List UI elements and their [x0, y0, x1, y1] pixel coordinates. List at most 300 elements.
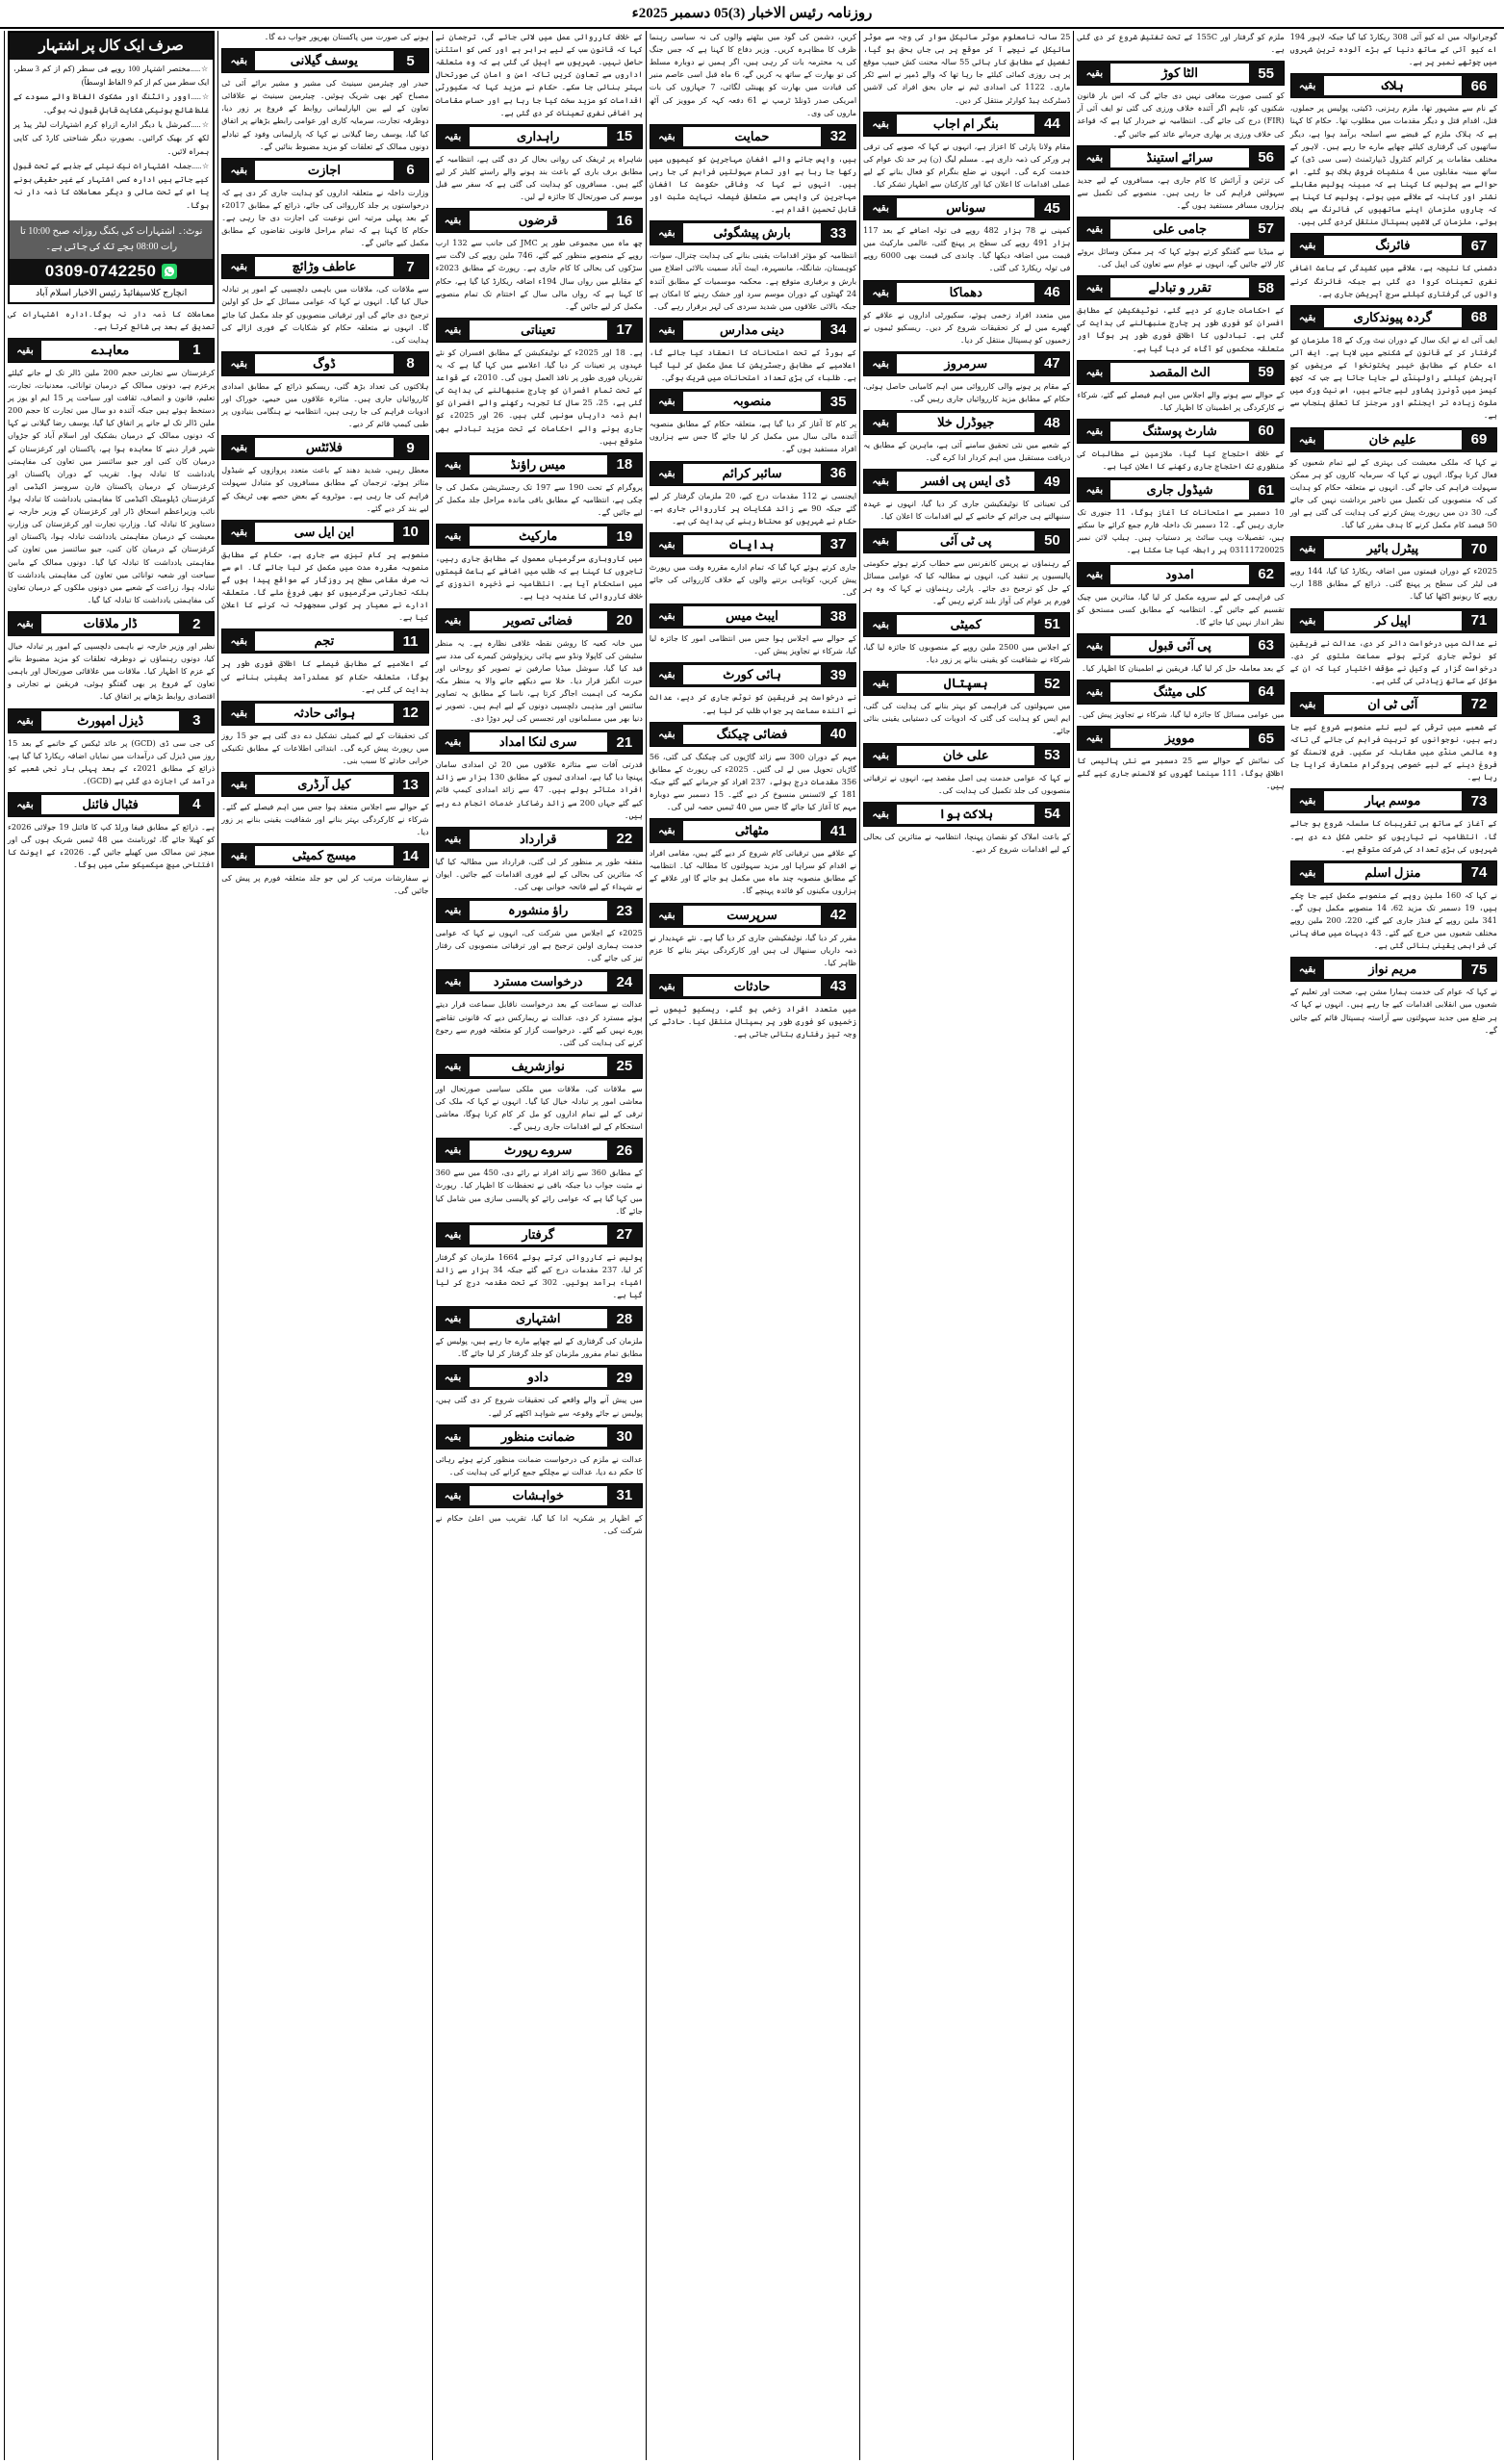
article-paragraph: ملزمان کی گرفتاری کے لیے چھاپے مارے جا رہے ہیں، پولیس کے مطابق تمام مفرور ملزمان کو جلد گرفتار کر لیا جائے گا۔: [435, 1336, 643, 1359]
headline-title: دھماکا: [897, 283, 1034, 302]
article-paragraph: کی تعیناتی کا نوٹیفکیشن جاری کر دیا گیا، انہوں نے عہدہ سنبھالتے ہی جرائم کے خاتمے کے لیے اقدامات کا اعلان کیا۔: [863, 499, 1071, 522]
headline-bar[interactable]: [436, 1483, 643, 1508]
article-paragraph: کے حوالے سے اجلاس منعقد ہوا جس میں اہم فیصلے کیے گئے۔ شرکاء نے کارکردگی بہتر بنانے اور شفافیت یقینی بنانے پر زور دیا۔: [221, 802, 429, 837]
headline-bar[interactable]: [221, 520, 428, 545]
headline-number: 38: [821, 604, 855, 628]
headline-bar[interactable]: [221, 843, 428, 868]
headline-title: جامی علی: [1110, 219, 1248, 239]
continued-label: بقیہ: [437, 209, 470, 232]
headline-number: 64: [1249, 680, 1284, 704]
continued-label: بقیہ: [650, 462, 683, 485]
continued-label: بقیہ: [437, 1055, 470, 1078]
article-paragraph: جاری کرتے ہوئے کہا گیا کہ تمام ادارے مقررہ وقت میں رپورٹ پیش کریں، کوتاہی برتنے والوں کے خلاف کارروائی کی جائے گی۔: [649, 561, 857, 598]
headline-title: شارٹ پوسٹنگ: [1110, 422, 1248, 441]
column-1: [4, 31, 217, 2460]
headline-number: 6: [394, 159, 428, 182]
headline-bar[interactable]: [1290, 788, 1497, 813]
headline-title: سروے رپورٹ: [470, 1141, 607, 1160]
headline-bar[interactable]: [863, 351, 1070, 376]
headline-bar[interactable]: [650, 318, 856, 343]
headline-bar[interactable]: [8, 338, 215, 363]
continued-label: بقیہ: [1291, 861, 1324, 885]
headline-title: دینی مدارس: [683, 321, 821, 340]
continued-label: بقیہ: [864, 470, 897, 493]
column-3: [432, 31, 646, 2460]
advert-line: ☆.....جملہ اشتہارات نیک نیتی کے جذبے کے تحت قبول کیے جاتے ہیں ادارہ کسی اشتہار کے غیر حقیقی ہونے یا اس کے تحت مالی و دیگر معاملات کا ذمہ دار نہ ہوگا۔: [13, 162, 210, 211]
headline-number: 11: [394, 629, 428, 653]
headline-bar[interactable]: [436, 608, 643, 633]
continued-label: بقیہ: [9, 339, 41, 362]
column-7: [1287, 31, 1500, 2460]
headline-title: مٹھاٹی: [683, 821, 821, 840]
article-paragraph: کرغزستان سے تجارتی حجم 200 ملین ڈالر تک لے جانے کیلئے پرعزم ہے، دونوں ممالک کے درمیان توانائی، معدنیات، تجارت، تعلیم، قانون و انصاف، ثقافت اور سیاحت پر 15 ایم او یوز پر دستخط ہوئے ہیں جبکہ آئندہ دو سال میں تجارت کا حجم 200 ملین ڈالر تک لے جانے پر اتفاق کیا گیا، یوسف رضا گیلانی نے کہا کہ دونوں ممالک کے درمیان بشکیک اور اسلام آباد کو جڑواں شہر قرار دینے کا معاہدہ ہوا ہے، پاکستان اور کرغزستان کے درمیان کان کنی اور جیو سائنسز میں تعاون کی مفاہمتی یادداشت کا تبادلہ ہوا۔ تقریب کے دوران پاکستان اور کرغزستان کے درمیان پاکستان فارن سروسز اکیڈمی اور کرغزستان ڈپلومیٹک اکیڈمی کا مفاہمتی یادداشت کا تبادلہ ہوا، نائب وزیراعظم اسحاق ڈار اور کرغزستان کے وزیر خارجہ نے دستاویز کا تبادلہ کیا۔ وزارتِ تجارت اور کرغزستان کی وزارتِ معیشت کے درمیان مفاہمتی یادداشت تبادلہ ہوا، پاکستان اور کرغزستان کے درمیان کان کنی، جیو سائنسز میں تعاون کی مفاہمتی یادداشت کا تبادلہ کیا گیا۔ دونوں ممالک کے مابین سیاحت اور شعبہ توانائی میں تعاون کی مفاہمتی یادداشت کا تبادلہ ہوا، زراعت کے شعبے میں دونوں ملکوں کے درمیان تعاون کی مفاہمتی یادداشت کا تبادلہ کیا گیا۔: [8, 367, 216, 604]
headline-bar[interactable]: [436, 124, 643, 149]
headline-bar[interactable]: [863, 802, 1070, 827]
headline-number: 8: [394, 352, 428, 375]
continued-label: بقیہ: [222, 629, 255, 653]
headline-number: 14: [394, 844, 428, 867]
article-paragraph: نے میڈیا سے گفتگو کرتے ہوئے کہا کہ ہر ممکن وسائل بروئے کار لائے جائیں گے، انہوں نے عوام سے تعاون کی اپیل کی۔: [1077, 245, 1285, 270]
article-paragraph: کے اجلاس میں 2500 ملین روپے کے منصوبوں کا جائزہ لیا گیا، شرکاء نے شفافیت کو یقینی بنانے پر زور دیا۔: [863, 641, 1071, 665]
article-paragraph: کمپنی نے 78 ہزار 482 روپے فی تولہ اضافے کے بعد 117 ہزار 491 روپے کی سطح پر پہنچ گئی، عالمی مارکیٹ میں قیمت میں اضافہ دیکھا گیا۔ چاندی کی قیمت بھی 6000 روپے فی تولہ ریکارڈ کی گئی۔: [863, 225, 1071, 273]
headline-title: پی ٹی آئی: [897, 531, 1034, 551]
article-paragraph: پروگرام کے تحت 190 سے 197 تک رجسٹریشن مکمل کی جا چکی ہے، انتظامیہ کے مطابق باقی ماندہ مراحل جلد مکمل کر لیے جائیں گے۔: [435, 481, 643, 517]
headline-title: منزل اسلم: [1324, 863, 1462, 883]
continued-label: بقیہ: [1078, 563, 1110, 586]
headline-title: گردہ پیوندکاری: [1324, 308, 1462, 327]
headline-title: اپیل کر: [1324, 611, 1462, 630]
advert-heading: صرف ایک کال پر اشتہار: [10, 33, 213, 60]
headline-title: عاطف وڑائچ: [255, 257, 393, 276]
headline-number: 1: [179, 339, 214, 362]
headline-bar[interactable]: [650, 903, 856, 928]
column-5: [859, 31, 1073, 2460]
headline-title: قرضوں: [470, 211, 607, 230]
headline-bar[interactable]: [221, 48, 428, 73]
headline-number: 73: [1462, 789, 1496, 812]
headline-title: یوسف گیلانی: [255, 51, 393, 70]
continued-label: بقیہ: [1291, 609, 1324, 632]
headline-bar[interactable]: [221, 701, 428, 726]
headline-bar[interactable]: [1290, 692, 1497, 717]
article-paragraph: کی تزئین و آرائش کا کام جاری ہے، مسافروں کے لیے جدید سہولتیں فراہم کی جا رہی ہیں۔ منصوبے کی تکمیل سے ہزاروں مسافر مستفید ہوں گے۔: [1077, 174, 1285, 210]
column-5-items: [863, 31, 1070, 856]
headline-bar[interactable]: [1077, 275, 1284, 300]
article-paragraph: حیدر اور چیئرمین سینیٹ کی مشیر و مشیر برائے آئی ٹی مصباح کھر بھی شریک ہوئیں۔ چیئرمین سینیٹ نے علاقائی تعاون کے لیے بین الپارلیمانی روابط کے فروغ پر زور دیا، دوطرفہ تجارت، سرمایہ کاری اور عوامی رابطے بڑھانے پر اتفاق کیا گیا، یوسف رضا گیلانی نے کہا کہ پارلیمانی وفود کے تبادلے دونوں ممالک کے تعلقات کو مزید مضبوط بنائیں گے۔: [221, 78, 429, 151]
headline-bar[interactable]: [1290, 608, 1497, 633]
headline-number: 15: [607, 125, 642, 148]
headline-number: 25: [607, 1055, 642, 1078]
headline-number: 23: [607, 899, 642, 922]
continued-label: بقیہ: [437, 828, 470, 851]
continued-label: بقیہ: [864, 672, 897, 695]
headline-bar[interactable]: [436, 827, 643, 852]
continued-label: بقیہ: [1078, 634, 1110, 657]
headline-bar[interactable]: [221, 158, 428, 183]
article-paragraph: گوجرانوالہ میں اے کیو آئی 308 ریکارڈ کیا گیا جبکہ لاہور 194 اے کیو آئی کے ساتھ دنیا کے بڑے آلودہ ترین شہروں میں چوتھے نمبر پر ہے۔: [1289, 32, 1497, 67]
headline-title: این ایل سی: [255, 523, 393, 542]
continued-label: بقیہ: [1291, 958, 1324, 981]
headline-bar[interactable]: [650, 389, 856, 414]
continued-label: بقیہ: [864, 113, 897, 136]
headline-title: سرمروز: [897, 354, 1034, 373]
article-paragraph: کے حوالے سے ہونے والے اجلاس میں اہم فیصلے کیے گئے، شرکاء نے کارکردگی پر اطمینان کا اظہار کیا۔: [1077, 389, 1285, 412]
article-paragraph: کے حوالے سے اجلاس ہوا جس میں انتظامی امور کا جائزہ لیا گیا، شرکاء نے تجاویز پیش کیں۔: [649, 633, 857, 656]
headline-bar[interactable]: [1077, 217, 1284, 242]
headline-title: بارش پیشگوئی: [683, 223, 821, 243]
continued-label: بقیہ: [437, 1366, 470, 1389]
headline-bar[interactable]: [436, 1138, 643, 1163]
article-paragraph: مقرر کر دیا گیا، نوٹیفکیشن جاری کر دیا گیا ہے۔ نئے عہدیدار نے ذمہ داریاں سنبھال لی ہیں اور کارکردگی بہتر بنانے کا عزم ظاہر کیا۔: [649, 932, 857, 967]
headline-number: 69: [1462, 428, 1496, 451]
continued-label: بقیہ: [864, 529, 897, 552]
article-paragraph: کے مطابق 360 سے زائد افراد نے رائے دی، 450 میں سے 360 نے مثبت جواب دیا جبکہ باقی نے تحفظات کا اظہار کیا۔ رپورٹ میں کہا گیا ہے کہ عوامی رائے کو پالیسی سازی میں شامل کیا جائے گا۔: [435, 1168, 643, 1216]
headline-title: الٹا کوڑ: [1110, 64, 1248, 83]
continued-label: بقیہ: [9, 612, 41, 635]
continued-label: بقیہ: [864, 281, 897, 304]
headline-number: 59: [1249, 361, 1284, 384]
headline-title: کیل آرڈری: [255, 775, 393, 794]
headline-title: ڈار ملاقات: [41, 614, 179, 633]
continued-label: بقیہ: [437, 1425, 470, 1449]
headline-title: ضمانت منظور: [470, 1427, 607, 1447]
article-paragraph: نے کہا کہ ملکی معیشت کی بہتری کے لیے تمام شعبوں کو فعال کرنا ہوگا، انہوں نے کہا کہ سرمایہ کاروں کو ہر ممکن سہولت فراہم کی جائے گی۔ انہوں نے متعلقہ حکام کو ہدایت کی کہ منصوبوں کی تکمیل میں تاخیر برداشت نہیں کی جائے گی، 30 دن میں رپورٹ پیش کرنے کی ہدایت کی گئی ہے اور 50 فیصد کام مکمل کرنے کا ہدف مقرر کیا گیا۔: [1289, 456, 1497, 530]
headline-bar[interactable]: [863, 612, 1070, 637]
article-paragraph: دشمنی کا نتیجہ ہے، علاقے میں کشیدگی کے باعث اضافی نفری تعینات کروا دی گئی ہے جبکہ فائرنگ کرنے والوں کی گرفتاری کیلئے سرچ آپریشن جاری ہے۔: [1289, 263, 1497, 298]
continued-label: بقیہ: [650, 604, 683, 628]
headline-title: نوازشریف: [470, 1057, 607, 1076]
headline-title: ہسپتال: [897, 674, 1034, 693]
continued-label: بقیہ: [650, 533, 683, 556]
advert-footer: انچارج کلاسیفائیڈ رئیس الاخبار اسلام آباد: [10, 284, 213, 302]
article-paragraph: پولیس نے کارروائی کرتے ہوئے 1664 ملزمان کو گرفتار کر لیا، 237 مقدمات درج کیے گئے جبکہ 34 ہزار سے زائد اشیاء برآمد ہوئیں۔ 302 کے تحت مقدمہ درج کر لیا گیا ہے۔: [435, 1251, 643, 1300]
column-4-items: [650, 31, 856, 1040]
headline-number: 65: [1249, 727, 1284, 750]
continued-label: بقیہ: [437, 1307, 470, 1330]
article-paragraph: ہے۔ ذرائع کے مطابق فیفا ورلڈ کپ کا فائنل 19 جولائی 2026ء کو کھیلا جائے گا، ٹورنامنٹ میں 48 ٹیمیں شریک ہوں گی اور میچز تین ممالک میں کھیلے جائیں گے۔ 2026ء کے ایونٹ کا افتتاحی میچ میکسیکو سٹی میں ہوگا۔: [8, 821, 216, 870]
headline-number: 12: [394, 702, 428, 725]
headline-number: 42: [821, 904, 855, 927]
headline-number: 39: [821, 663, 855, 686]
headline-number: 34: [821, 319, 855, 342]
continued-label: بقیہ: [222, 352, 255, 375]
headline-title: ایبٹ میس: [683, 606, 821, 626]
continued-label: بقیہ: [437, 1484, 470, 1507]
headline-title: ہلاکت ہوا: [897, 805, 1034, 824]
headline-title: علی خان: [897, 746, 1034, 765]
headline-number: 51: [1034, 613, 1069, 636]
headline-title: جیوڈرل خلا: [897, 413, 1034, 432]
continued-label: بقیہ: [222, 49, 255, 72]
continued-label: بقیہ: [864, 196, 897, 219]
article-paragraph: کے باعث املاک کو نقصان پہنچا، انتظامیہ نے متاثرین کی بحالی کے لیے اقدامات شروع کر دیے۔: [863, 831, 1071, 854]
headline-bar[interactable]: [863, 280, 1070, 305]
advert-line: ☆.....کمرشل یا دیگر ادارے ازراہِ کرم اشتہارات لیٹر پیڈ پر لکھ کر بھیک کرائیں۔ بصورتِ دیگر شناختی کارڈ کی کاپی ہمراہ لائیں۔: [13, 120, 210, 156]
headline-bar[interactable]: [863, 195, 1070, 220]
headline-bar[interactable]: [650, 818, 856, 843]
headline-bar[interactable]: [650, 974, 856, 999]
headline-title: منصوبہ: [683, 392, 821, 411]
headline-title: دادو: [470, 1368, 607, 1387]
headline-title: راؤ منشورہ: [470, 901, 607, 920]
continued-label: بقیہ: [1291, 306, 1324, 329]
article-paragraph: کے بعد معاملہ حل کر لیا گیا، فریقین نے اطمینان کا اظہار کیا۔: [1081, 662, 1285, 673]
headline-bar[interactable]: [436, 208, 643, 233]
headline-number: 7: [394, 255, 428, 278]
article-paragraph: کے آغاز کے ساتھ ہی تقریبات کا سلسلہ شروع ہو جائے گا، انتظامیہ نے تیاریوں کو حتمی شکل دے دی ہے۔ شہریوں کی بڑی تعداد کی شرکت متوقع ہے۔: [1289, 818, 1497, 854]
headline-number: 9: [394, 436, 428, 459]
headline-bar[interactable]: [8, 611, 215, 636]
headline-bar[interactable]: [436, 452, 643, 477]
continued-label: بقیہ: [437, 1223, 470, 1246]
headline-title: شیڈول جاری: [1110, 480, 1248, 500]
headline-number: 70: [1462, 537, 1496, 560]
headline-bar[interactable]: [436, 1306, 643, 1331]
headline-bar[interactable]: [863, 743, 1070, 768]
headline-bar[interactable]: [650, 220, 856, 245]
article-paragraph: معطل رہیں، شدید دھند کے باعث متعدد پروازوں کے شیڈول متاثر ہوئے، ترجمان کے مطابق مسافروں کو متبادل سہولت فراہم کی جا رہی ہے۔ موٹروے کے بعض حصے بھی ٹریفک کے لیے بند کر دیے گئے۔: [221, 465, 429, 513]
headline-bar[interactable]: [650, 603, 856, 629]
headline-bar[interactable]: [863, 112, 1070, 137]
column-6-items: [1077, 31, 1284, 792]
headline-number: 71: [1462, 609, 1496, 632]
article-paragraph: میں خانہ کعبہ کا روشن نقطہ غلافی نظارہ ہے۔ یہ منظر سٹیشن کی کاپولا ونڈو سے ہائی ریزولوشن کیمرے کی مدد سے قید کیا گیا، سوشل میڈیا صارفین نے تصویر کو روحانی اور حیرت انگیز قرار دیا۔ خلا سے دیکھے جانے والا یہ منظر مکہ مکرمہ کی اہمیت اجاگر کرتا ہے، ناسا کے مطابق یہ تصاویر سائنس اور مذہبی دلچسپی دونوں کے لیے اہم ہیں۔ تصویر نے دنیا بھر میں مسلمانوں اور تجسس کی لہر دوڑا دی۔: [435, 637, 643, 724]
headline-number: 5: [394, 49, 428, 72]
headline-title: موسم بہار: [1324, 791, 1462, 810]
headline-number: 57: [1249, 218, 1284, 241]
article-paragraph: عدالت نے ملزم کی درخواست ضمانت منظور کرتے ہوئے رہائی کا حکم دے دیا، عدالت نے مچلکے جمع کرانے کی ہدایت کی۔: [435, 1453, 643, 1476]
headline-number: 2: [179, 612, 214, 635]
whatsapp-icon: [162, 264, 177, 279]
article-paragraph: سے ملاقات کی، ملاقات میں ملکی سیاسی صورتحال اور معاشی امور پر تبادلہ خیال کیا گیا۔ انہوں نے کہا کہ ملک کی ترقی کے لیے تمام اداروں کو مل کر کام کرنا ہوگا، معاشی استحکام کے لیے اقدامات جاری رہیں گے۔: [435, 1083, 643, 1132]
continued-label: بقیہ: [1291, 428, 1324, 451]
article-paragraph: کے مقام پر ہونے والی کارروائی میں اہم کامیابی حاصل ہوئی، حکام کے مطابق مزید کارروائیاں جاری رہیں گی۔: [863, 380, 1071, 403]
article-paragraph: ہیں، واپس جانے والے افغان مہاجرین کو کیمپوں میں رکھا جا رہا ہے اور تمام سہولتیں فراہم کی جا رہی ہیں۔ انہوں نے کہا کہ وفاقی حکومت کا افغان مہاجرین کی واپسی سے متعلق فیصلہ نہایت مثبت اور قابل تحسین اقدام ہے۔: [649, 153, 857, 215]
headline-bar[interactable]: [650, 461, 856, 486]
headline-number: 49: [1034, 470, 1069, 493]
advert-line: ☆.....مختصر اشتہار 100 روپے فی سطر (کم از کم 3 سطر، ایک سطر میں کم از کم 9 الفاظ اوسطاً): [13, 64, 210, 87]
advert-phone-row[interactable]: [10, 259, 213, 284]
headline-number: 46: [1034, 281, 1069, 304]
headline-number: 22: [607, 828, 642, 851]
article-paragraph: مہم کے دوران 300 سے زائد گاڑیوں کی چیکنگ کی گئی، 56 گاڑیاں تحویل میں لے لی گئیں۔ 2025ء کی رپورٹ کے مطابق 356 مقدمات درج ہوئے، 237 افراد کو جرمانے کیے گئے جبکہ 181 کے لائسنس منسوخ کر دیے گئے۔ 15 دسمبر سے دوبارہ مہم کا آغاز کیا جائے گا جس میں 40 ٹیمیں حصہ لیں گی۔: [649, 751, 857, 812]
headline-title: الٹ المقصد: [1110, 363, 1248, 382]
headline-bar[interactable]: [436, 318, 643, 343]
headline-title: تعیناتی: [470, 321, 607, 340]
classified-advert-box: [8, 31, 215, 304]
headline-bar[interactable]: [1290, 957, 1497, 982]
column-2-items: [221, 31, 428, 898]
headline-bar[interactable]: [1290, 233, 1497, 258]
headline-bar[interactable]: [436, 1222, 643, 1247]
article-paragraph: میں عوامی مسائل کا جائزہ لیا گیا، شرکاء نے تجاویز پیش کیں۔: [1078, 708, 1285, 719]
article-paragraph: منصوبے پر کام تیزی سے جاری ہے، حکام کے مطابق منصوبہ مقررہ مدت میں مکمل کر لیا جائے گا۔ اس سے نہ صرف مقامی سطح پر روزگار کے مواقع پیدا ہوں گے بلکہ تجارتی سرگرمیوں کو بھی فروغ ملے گا۔ متعلقہ ادارے نے معیار پر کوئی سمجھوتہ نہ کرنے کا اعلان کیا ہے۔: [221, 549, 429, 623]
article-paragraph: کے خلاف کارروائی عمل میں لائی جائے گی، ترجمان نے کہا کہ قانون سب کے لیے برابر ہے اور کسی کو استثنیٰ حاصل نہیں۔ شہریوں سے اپیل کی گئی ہے کہ وہ متعلقہ اداروں سے تعاون کریں تاکہ امن و امان کی صورتحال بہتر بنائی جا سکے۔ حکام نے مزید کہا کہ سکیورٹی اقدامات کو مزید سخت کیا جا رہا ہے اور حساس مقامات پر اضافی نفری تعینات کر دی گئی ہے۔: [435, 32, 643, 117]
headline-bar[interactable]: [1290, 427, 1497, 452]
continued-label: بقیہ: [9, 709, 41, 732]
continued-label: بقیہ: [1291, 693, 1324, 716]
headline-number: 48: [1034, 411, 1069, 434]
article-paragraph: نے کہا کہ عوامی خدمت ہی اصل مقصد ہے، انہوں نے ترقیاتی منصوبوں کی جلد تکمیل کی ہدایت کی۔: [863, 772, 1071, 795]
article-paragraph: نے کہا کہ عوام کی خدمت ہمارا مشن ہے، صحت اور تعلیم کے شعبوں میں انقلابی اقدامات کیے جا رہے ہیں۔ انہوں نے کہا کہ ہر ضلع میں جدید سہولتوں سے آراستہ ہسپتال قائم کیے جائیں گے۔: [1289, 987, 1497, 1035]
continued-label: بقیہ: [437, 319, 470, 342]
continued-label: بقیہ: [864, 744, 897, 767]
headline-number: 4: [179, 793, 214, 816]
headline-bar[interactable]: [863, 528, 1070, 553]
continued-label: بقیہ: [437, 125, 470, 148]
headline-bar[interactable]: [863, 410, 1070, 435]
continued-label: بقیہ: [650, 390, 683, 413]
headline-bar[interactable]: [221, 254, 428, 279]
headline-title: تجم: [255, 631, 393, 651]
headline-title: مارکیٹ: [470, 526, 607, 546]
headline-number: 40: [821, 723, 855, 746]
article-paragraph: 10 دسمبر سے امتحانات کا آغاز ہوگا، 11 جنوری تک جاری رہیں گے۔ 12 دسمبر تک داخلہ فارم جمع کرائے جا سکتے ہیں، تفصیلات ویب سائٹ پر دستیاب ہیں۔ ہیلپ لائن نمبر 03111720025 پر رابطہ کیا جا سکتا ہے۔: [1077, 507, 1285, 555]
headline-bar[interactable]: [1077, 61, 1284, 86]
article-paragraph: متفقہ طور پر منظور کر لی گئی، قرارداد میں مطالبہ کیا گیا کہ متاثرین کی بحالی کے لیے فوری اقدامات کیے جائیں۔ ایوان نے شہداء کے لیے فاتحہ خوانی بھی کی۔: [435, 856, 643, 892]
headline-bar[interactable]: [1077, 360, 1284, 385]
continued-label: بقیہ: [222, 773, 255, 796]
article-paragraph: میں متعدد افراد زخمی ہو گئے، ریسکیو ٹیموں نے زخمیوں کو فوری طور پر ہسپتال منتقل کیا۔ حادثے کی وجہ تیز رفتاری بتائی جاتی ہے۔: [649, 1003, 857, 1040]
headline-bar[interactable]: [221, 351, 428, 376]
continued-label: بقیہ: [650, 904, 683, 927]
headline-bar[interactable]: [1290, 536, 1497, 561]
article-paragraph: کی فراہمی کے لیے سروے مکمل کر لیا گیا، متاثرین میں چیک تقسیم کیے جائیں گے۔ انتظامیہ کے مطابق کسی مستحق کو نظر انداز نہیں کیا جائے گا۔: [1077, 591, 1285, 627]
article-paragraph: نے عدالت میں درخواست دائر کر دی، عدالت نے فریقین کو نوٹس جاری کرتے ہوئے سماعت ملتوی کر دی۔ درخواست گزار کے وکیل نے مؤقف اختیار کیا کہ ان کے مؤکل کے ساتھ زیادتی کی گئی ہے۔: [1289, 637, 1497, 685]
headline-number: 47: [1034, 352, 1069, 375]
headline-number: 43: [821, 975, 855, 998]
headline-bar[interactable]: [1077, 726, 1284, 751]
headline-number: 33: [821, 221, 855, 244]
headline-number: 60: [1249, 420, 1284, 443]
headline-bar[interactable]: [436, 1365, 643, 1390]
headline-bar[interactable]: [8, 792, 215, 817]
headline-bar[interactable]: [221, 435, 428, 460]
continued-label: بقیہ: [1078, 146, 1110, 169]
article-paragraph: کے نام سے مشہور تھا، ملزم رہزنی، ڈکیتی، پولیس پر حملوں، قتل، اقدام قتل و دیگر مقدمات میں مطلوب تھا۔ حکام کا کہنا ہے کہ ہلاک ملزم کے قبضے سے اسلحہ برآمد ہوا ہے، دیگر ساتھیوں کی گرفتاری کیلئے چھاپے مارے جا رہے ہیں۔ لاہور کے مختلف مقامات پر کرائم کنٹرول ڈیپارٹمنٹ (سی سی ڈی) کے ساتھ مبینہ مقابلوں میں 4 منشیات فروش ہلاک ہو گئے۔ اس حوالے سے پولیس کا کہنا ہے کہ مبینہ پولیس مقابلے نشتر اور کاہنہ کے علاقے میں ہوئے، پولیس کا کہنا ہے کہ چاروں ملزمان اپنے ساتھیوں کی فائرنگ سے ہلاک ہوئے، ملزمان کی لاشیں ہسپتال منتقل کردی گئی ہیں۔: [1289, 103, 1497, 227]
headline-bar[interactable]: [650, 532, 856, 557]
headline-bar[interactable]: [221, 772, 428, 797]
article-paragraph: نے درخواست پر فریقین کو نوٹس جاری کر دیے، عدالت نے آئندہ سماعت پر جواب طلب کر لیا ہے۔: [649, 692, 857, 715]
advert-phone-number[interactable]: 0309-0742250: [44, 261, 157, 280]
continued-label: بقیہ: [1078, 218, 1110, 241]
headline-bar[interactable]: [436, 898, 643, 923]
headline-bar[interactable]: [221, 629, 428, 654]
headline-title: پی آئی قبول: [1110, 636, 1248, 655]
headline-bar[interactable]: [650, 124, 856, 149]
headline-bar[interactable]: [436, 969, 643, 994]
headline-title: کمیٹی: [897, 615, 1034, 634]
headline-number: 35: [821, 390, 855, 413]
headline-bar[interactable]: [436, 1054, 643, 1079]
headline-number: 13: [394, 773, 428, 796]
article-paragraph: کے احکامات جاری کر دیے گئے، نوٹیفکیشن کے مطابق افسران کو فوری طور پر چارج سنبھالنے کی ہدایت کی گئی ہے۔ تبادلوں کا اطلاق فوری طور پر ہوگا اور متعلقہ محکموں کو آگاہ کر دیا گیا ہے۔: [1077, 305, 1285, 353]
article-paragraph: ہلاکتوں کی تعداد بڑھ گئی، ریسکیو ذرائع کے مطابق امدادی کارروائیاں جاری ہیں۔ متاثرہ علاقوں میں خیمے، خوراک اور ادویات فراہم کی جا رہی ہیں، انتظامیہ نے ہنگامی بنیادوں پر طبی کیمپ قائم کر دیے۔: [221, 380, 429, 429]
article-paragraph: 2025ء کے دوران قیمتوں میں اضافہ ریکارڈ کیا گیا، 144 روپے فی لیٹر کی سطح پر پہنچ گئی۔ ذرائع کے مطابق 188 ارب روپے کا ریونیو اکٹھا کیا گیا۔: [1289, 566, 1497, 602]
advert-body: [10, 60, 213, 218]
headline-bar[interactable]: [1077, 633, 1284, 658]
headline-title: اشتہاری: [470, 1309, 607, 1328]
headline-bar[interactable]: [863, 469, 1070, 494]
headline-title: درخواست مسترد: [470, 972, 607, 991]
headline-title: فائرنگ: [1324, 236, 1462, 255]
headline-number: 74: [1462, 861, 1496, 885]
column-7-items: [1290, 31, 1497, 1037]
headline-bar[interactable]: [436, 524, 643, 549]
continued-label: بقیہ: [437, 609, 470, 632]
continued-label: بقیہ: [650, 819, 683, 842]
headline-number: 18: [607, 453, 642, 476]
headline-bar[interactable]: [1077, 419, 1284, 444]
headline-bar[interactable]: [650, 662, 856, 687]
continued-label: بقیہ: [1291, 789, 1324, 812]
headline-number: 36: [821, 462, 855, 485]
headline-number: 56: [1249, 146, 1284, 169]
headline-title: ڈیزل امپورٹ: [41, 711, 179, 731]
continued-label: بقیہ: [437, 1139, 470, 1162]
headline-number: 68: [1462, 306, 1496, 329]
headline-title: امدود: [1110, 565, 1248, 584]
advert-booking-note: نوٹ:۔ اشتہارات کی بکنگ روزانہ صبح 10:00 تا رات 08:00 بجے تک کی جاتی ہے۔: [10, 220, 213, 259]
headline-bar[interactable]: [1290, 860, 1497, 886]
continued-label: بقیہ: [1078, 727, 1110, 750]
headline-number: 21: [607, 731, 642, 754]
continued-label: بقیہ: [437, 525, 470, 548]
continued-label: بقیہ: [1291, 74, 1324, 97]
headline-title: علیم خان: [1324, 430, 1462, 449]
headline-title: سوناس: [897, 198, 1034, 218]
column-3-items: [436, 31, 643, 1537]
headline-bar[interactable]: [8, 708, 215, 733]
headline-number: 67: [1462, 234, 1496, 257]
headline-bar[interactable]: [650, 722, 856, 747]
headline-title: تقرر و تبادلے: [1110, 278, 1248, 297]
headline-title: معاہدے: [41, 341, 179, 360]
headline-title: بنگر ام اجاب: [897, 115, 1034, 134]
headline-number: 37: [821, 533, 855, 556]
masthead-title: روزنامہ رئیس الاخبار (3)05 دسمبر 2025ء: [631, 6, 873, 21]
headline-bar[interactable]: [1077, 477, 1284, 502]
headline-title: قرارداد: [470, 830, 607, 849]
headline-bar[interactable]: [1290, 305, 1497, 330]
headline-title: ہوائی حادثہ: [255, 704, 393, 723]
article-paragraph: ایجنسی نے 112 مقدمات درج کیے، 20 ملزمان گرفتار کر لیے گئے جبکہ 90 سے زائد شکایات پر کارروائی جاری ہے۔ حکام نے شہریوں کو محتاط رہنے کی ہدایت کی ہے۔: [649, 490, 857, 526]
headline-number: 62: [1249, 563, 1284, 586]
headline-bar[interactable]: [863, 671, 1070, 696]
headline-bar[interactable]: [436, 1424, 643, 1450]
continued-label: بقیہ: [650, 975, 683, 998]
headline-title: حمایت: [683, 127, 821, 146]
headline-number: 72: [1462, 693, 1496, 716]
headline-bar[interactable]: [1290, 73, 1497, 98]
headline-title: فٹبال فائنل: [41, 795, 179, 814]
headline-bar[interactable]: [1077, 680, 1284, 705]
advert-line: ☆.....اوور رائٹنگ اور مشکوک الفاظ والے مسودے کے غلط شائع ہونیکی شکایت قابلِ قبول نہ ہوگی۔: [13, 92, 210, 115]
continued-label: بقیہ: [437, 899, 470, 922]
headline-number: 54: [1034, 803, 1069, 826]
headline-number: 27: [607, 1223, 642, 1246]
headline-bar[interactable]: [1077, 562, 1284, 587]
headline-bar[interactable]: [1077, 145, 1284, 170]
headline-title: سائبر کرائم: [683, 464, 821, 483]
headline-number: 61: [1249, 478, 1284, 501]
headline-title: پیٹرل بائیر: [1324, 539, 1462, 558]
headline-bar[interactable]: [436, 730, 643, 755]
headline-number: 41: [821, 819, 855, 842]
headline-title: اجازت: [255, 161, 393, 180]
article-paragraph: کی نمائش کے حوالے سے 25 دسمبر سے نئی پالیسی کا اطلاق ہوگا، 111 سینما گھروں کو لائسنس جاری کیے گئے ہیں۔: [1077, 756, 1285, 791]
headline-number: 3: [179, 709, 214, 732]
